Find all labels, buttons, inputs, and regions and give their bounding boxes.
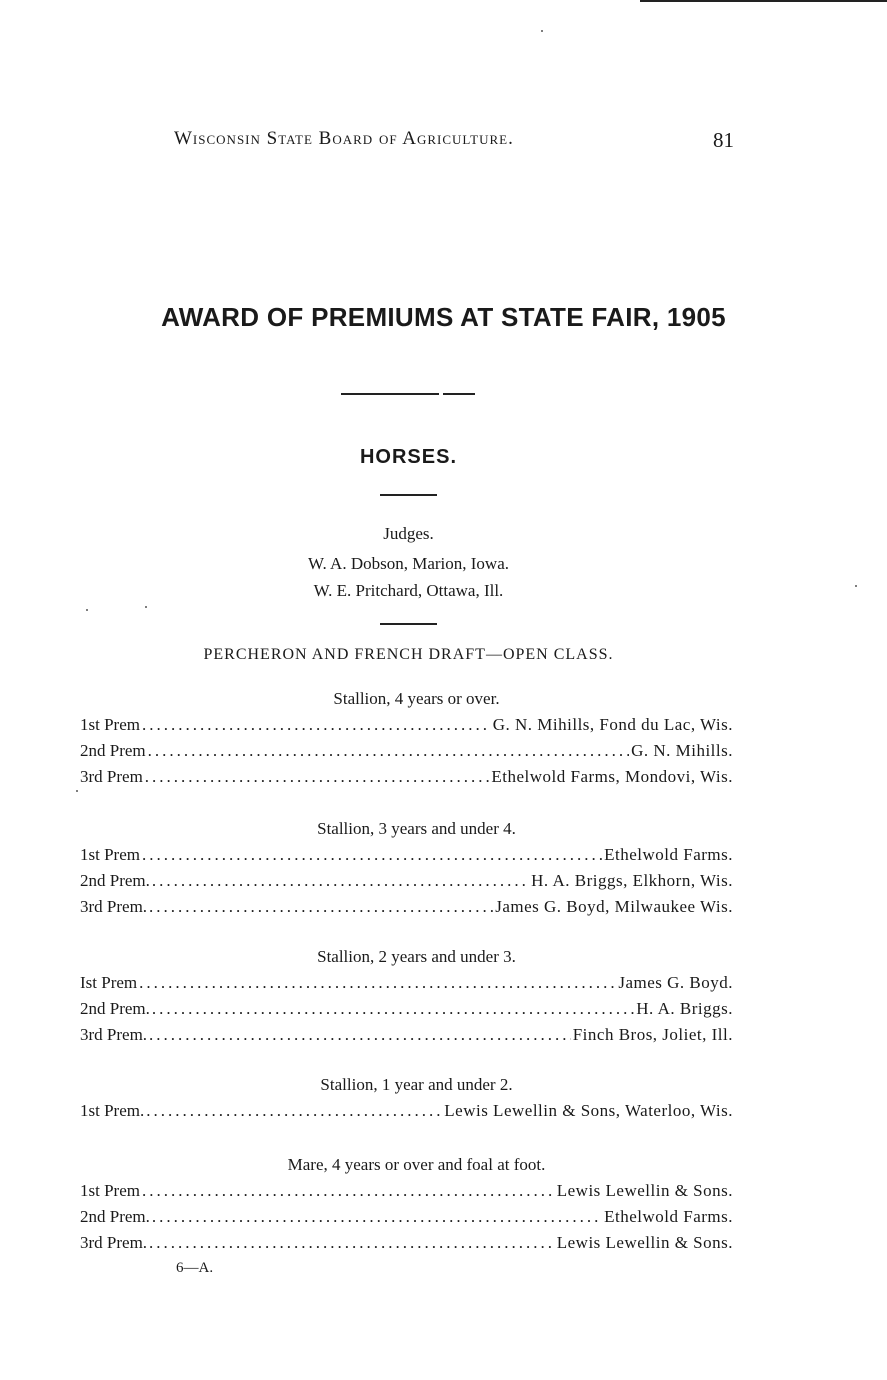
- section-rule: [380, 494, 437, 496]
- premium-entry: [80, 1230, 733, 1256]
- dot-leader: [149, 1230, 555, 1256]
- premium-rank: 3rd Prem.: [80, 1025, 148, 1044]
- group-title: Stallion, 3 years and under 4.: [317, 819, 516, 838]
- scan-speck: [855, 585, 857, 587]
- premium-entry: [80, 1204, 733, 1230]
- main-title: AWARD OF PREMIUMS AT STATE FAIR, 1905: [161, 302, 726, 332]
- dot-leader: [148, 738, 629, 764]
- premium-winner: Lewis Lewellin & Sons, Waterloo, Wis.: [444, 1101, 733, 1120]
- premium-winner: Finch Bros, Joliet, Ill.: [572, 1025, 733, 1044]
- premium-group: [80, 686, 733, 790]
- dot-leader: [142, 1178, 555, 1204]
- premium-group: [80, 1152, 733, 1256]
- premium-entry: [80, 712, 733, 738]
- premium-winner: Ethelwold Farms.: [604, 1207, 733, 1226]
- group-title: Stallion, 4 years or over.: [333, 689, 500, 708]
- scan-speck: [76, 790, 78, 792]
- class-title: PERCHERON AND FRENCH DRAFT—OPEN CLASS.: [203, 646, 614, 663]
- premium-winner: James G. Boyd.: [618, 973, 733, 992]
- scan-speck: [86, 609, 88, 611]
- premium-rank: 2nd Prem.: [80, 871, 150, 890]
- premium-rank: 1st Prem: [80, 715, 140, 734]
- premium-rank: 3rd Prem.: [80, 897, 148, 916]
- judge-name: W. A. Dobson, Marion, Iowa.: [308, 554, 509, 573]
- dot-leader: [139, 970, 616, 996]
- running-head: [174, 128, 734, 154]
- section-title: HORSES.: [359, 446, 458, 468]
- premium-entry: [80, 996, 733, 1022]
- premium-winner: Lewis Lewellin & Sons.: [556, 1181, 733, 1200]
- premium-rank: Ist Prem: [80, 973, 138, 992]
- premium-winner: G. N. Mihills.: [631, 741, 733, 760]
- scan-speck: [541, 30, 543, 32]
- premium-rank: 1st Prem.: [80, 1101, 145, 1120]
- premium-winner: Lewis Lewellin & Sons.: [556, 1233, 733, 1252]
- premium-entry: [80, 842, 733, 868]
- premium-rank: 3rd Prem.: [80, 1233, 148, 1252]
- dot-leader: [152, 1204, 602, 1230]
- premium-winner: Ethelwold Farms, Mondovi, Wis.: [491, 767, 733, 786]
- premium-group: [80, 944, 733, 1048]
- dot-leader: [152, 996, 634, 1022]
- judges-heading: Judges.: [383, 524, 434, 543]
- premium-entry: [80, 738, 733, 764]
- premium-winner: James G. Boyd, Milwaukee Wis.: [495, 897, 733, 916]
- group-title: Stallion, 1 year and under 2.: [320, 1075, 513, 1094]
- dot-leader: [149, 1022, 571, 1048]
- premium-entry: [80, 764, 733, 790]
- premium-entry: [80, 1022, 733, 1048]
- premium-rank: 2nd Prem.: [80, 1207, 150, 1226]
- running-head-title: Wisconsin State Board of Agriculture.: [174, 128, 514, 149]
- premium-entry: [80, 868, 733, 894]
- dot-leader: [146, 1098, 442, 1124]
- title-rule-right: [443, 393, 475, 395]
- group-title: Stallion, 2 years and under 3.: [317, 947, 516, 966]
- premium-winner: H. A. Briggs.: [636, 999, 733, 1018]
- premium-winner: G. N. Mihills, Fond du Lac, Wis.: [492, 715, 733, 734]
- dot-leader: [142, 842, 602, 868]
- signature-mark: 6—A.: [176, 1260, 214, 1276]
- premium-rank: 2nd Prem.: [80, 999, 150, 1018]
- premium-entry: [80, 1098, 733, 1124]
- group-title: Mare, 4 years or over and foal at foot.: [287, 1155, 546, 1174]
- dot-leader: [149, 894, 493, 920]
- premium-group: [80, 1072, 733, 1124]
- title-rule-left: [341, 393, 439, 395]
- dot-leader: [142, 712, 491, 738]
- premium-entry: [80, 894, 733, 920]
- premium-rank: 2nd Prem: [80, 741, 146, 760]
- premium-winner: H. A. Briggs, Elkhorn, Wis.: [531, 871, 733, 890]
- premium-group: [80, 816, 733, 920]
- premium-rank: 1st Prem: [80, 1181, 140, 1200]
- premium-entry: [80, 1178, 733, 1204]
- scan-speck: [145, 606, 147, 608]
- dot-leader: [145, 764, 490, 790]
- page-number: 81: [713, 128, 734, 152]
- judge-name: W. E. Pritchard, Ottawa, Ill.: [313, 581, 504, 600]
- dot-leader: [152, 868, 529, 894]
- top-edge-rule: [640, 0, 887, 2]
- premium-winner: Ethelwold Farms.: [604, 845, 733, 864]
- judges-rule: [380, 623, 437, 625]
- premium-entry: [80, 970, 733, 996]
- premium-rank: 1st Prem: [80, 845, 140, 864]
- premium-rank: 3rd Prem: [80, 767, 143, 786]
